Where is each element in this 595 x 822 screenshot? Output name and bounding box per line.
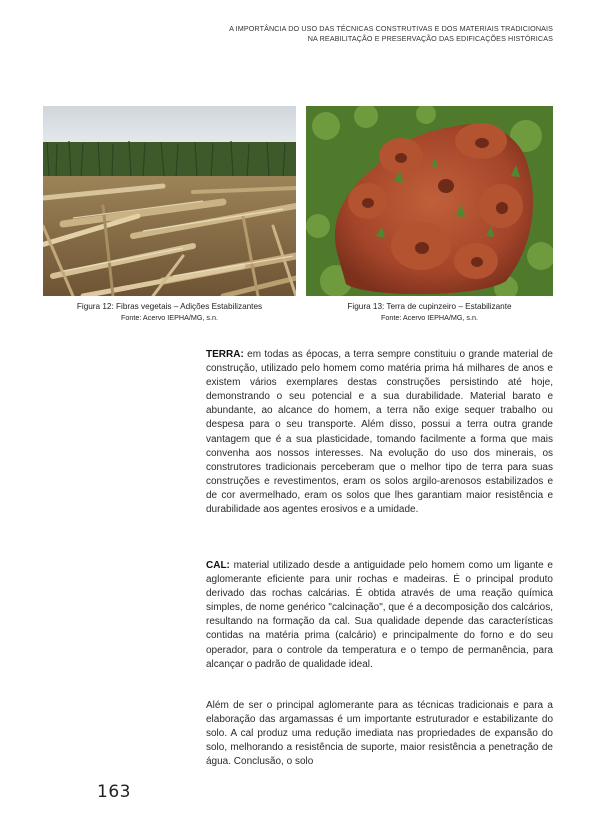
figure-12-caption-title: Figura 12: Fibras vegetais – Adições Estabilizantes bbox=[76, 302, 263, 311]
sugarcane-straw-photo bbox=[43, 106, 296, 296]
figure-13-caption-source: Fonte: Acervo IEPHA/MG, s.n. bbox=[380, 313, 479, 322]
paragraph-terra bbox=[206, 348, 553, 517]
figure-12-image bbox=[43, 106, 296, 296]
termite-mound-photo bbox=[306, 106, 553, 296]
figure-13-caption bbox=[306, 301, 553, 323]
paragraph-cal-text: material utilizado desde a antiguidade pelo homem como um ligante e aglomerante eficiente para unir rochas e madeiras. É o principal produto derivado das rochas calcárias. É obtida através de uma reação química simples, de nome genérico "calcinação", que é a decomposição dos calcários, resultando na formação da cal. Sua qualidade depende das características contidas na matéria prima (calcário) e principalmente do forno e do seu operador, para o controle da temperatura e o tempo de permanência, para alcançar o padrão de qualidade ideal. bbox=[206, 560, 553, 670]
term-terra: TERRA: bbox=[206, 349, 244, 360]
figure-12-caption-source: Fonte: Acervo IEPHA/MG, s.n. bbox=[120, 313, 219, 322]
term-cal: CAL: bbox=[206, 560, 230, 571]
header-line-2: NA REABILITAÇÃO E PRESERVAÇÃO DAS EDIFICAÇÕES HISTÓRICAS bbox=[307, 34, 553, 43]
paragraph-terra-text: em todas as épocas, a terra sempre constituiu o grande material de construção, utilizado pelo homem como matéria prima há milhares de anos e existem vários exemplares destas construções persistindo até hoje, demonstrando o seu potencial e a sua durabilidade. Material barato e abundante, ao alcance do homem, a terra não exige sequer trabalho ou despesa para o seu transporte. Além disso, possui a terra outra grande vantagem que é a sua plasticidade, tomando facilmente a forma que mais convenha aos nossos interesses. Na evolução do uso dos minerais, os construtores tradicionais perceberam que o melhor tipo de terra para suas construções e revestimentos, eram os solos argilo-arenosos estabilizados e de cor avermelhado, eram os solos que lhes garantiam maior resistência e durabilidade aos agentes erosivos e a umidade. bbox=[206, 349, 553, 516]
paragraph-alem bbox=[206, 699, 553, 769]
paragraph-cal bbox=[206, 559, 553, 672]
paragraph-alem-text: Além de ser o principal aglomerante para as técnicas tradicionais e para a elaboração das argamassas é um importante estruturador e estabilizante do solo. A cal produz uma redução imediata nas propriedades de expansão do solo, melhorando a resistência de suporte, maior resistência a penetração de água. Conclusão, o solo bbox=[206, 700, 553, 768]
figure-12-caption bbox=[43, 301, 296, 323]
figure-13-image bbox=[306, 106, 553, 296]
running-header bbox=[133, 24, 553, 44]
header-line-1: A IMPORTÂNCIA DO USO DAS TÉCNICAS CONSTRUTIVAS E DOS MATERIAIS TRADICIONAIS bbox=[229, 24, 553, 33]
page-number: 163 bbox=[97, 782, 131, 802]
figure-13-caption-title: Figura 13: Terra de cupinzeiro – Estabilizante bbox=[347, 302, 512, 311]
